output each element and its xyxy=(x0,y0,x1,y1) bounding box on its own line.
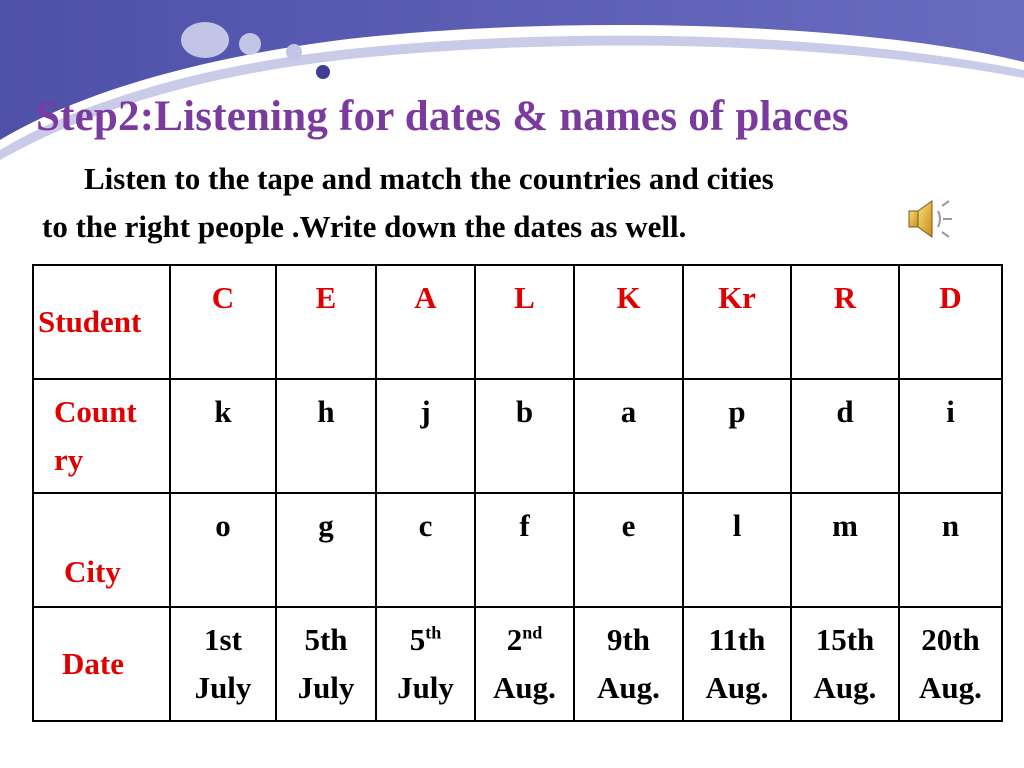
date-month: July xyxy=(297,670,355,705)
student-row xyxy=(33,265,1002,379)
date-month: Aug. xyxy=(493,670,556,705)
city-row xyxy=(33,493,1002,607)
date-month: Aug. xyxy=(597,670,660,705)
date-day: 2 xyxy=(506,622,523,657)
date-month: July xyxy=(194,670,252,705)
instructions-line-1: Listen to the tape and match the countries and cities xyxy=(84,161,774,196)
country-header-part2: ry xyxy=(54,442,84,477)
country-header-part1: Count xyxy=(54,394,137,429)
country-cell: k xyxy=(170,379,276,493)
date-month: Aug. xyxy=(919,670,982,705)
date-cell xyxy=(376,607,475,721)
city-cell: l xyxy=(683,493,791,607)
country-cell: j xyxy=(376,379,475,493)
country-cell: p xyxy=(683,379,791,493)
date-day: 11th xyxy=(708,622,766,657)
date-day: 15th xyxy=(815,622,875,657)
instructions xyxy=(42,155,982,251)
country-cell: i xyxy=(899,379,1002,493)
country-cell: h xyxy=(276,379,376,493)
speaker-icon[interactable] xyxy=(904,196,954,242)
date-suffix: th xyxy=(425,622,442,643)
date-cell xyxy=(899,607,1002,721)
city-cell: g xyxy=(276,493,376,607)
city-cell: f xyxy=(475,493,574,607)
date-cell xyxy=(170,607,276,721)
date-month: Aug. xyxy=(705,670,769,705)
page-title: Step2:Listening for dates & names of places xyxy=(36,93,849,140)
country-cell: d xyxy=(791,379,899,493)
student-cell: D xyxy=(899,265,1002,379)
matching-table xyxy=(32,264,1003,722)
date-cell xyxy=(574,607,683,721)
date-day: 5th xyxy=(304,622,348,657)
date-month: Aug. xyxy=(813,670,877,705)
country-header xyxy=(33,379,170,493)
country-row xyxy=(33,379,1002,493)
student-cell: K xyxy=(574,265,683,379)
date-month: July xyxy=(397,670,454,705)
city-cell: o xyxy=(170,493,276,607)
date-cell xyxy=(683,607,791,721)
date-cell xyxy=(276,607,376,721)
country-cell: a xyxy=(574,379,683,493)
city-cell: m xyxy=(791,493,899,607)
date-cell xyxy=(791,607,899,721)
city-cell: e xyxy=(574,493,683,607)
student-cell: C xyxy=(170,265,276,379)
country-cell: b xyxy=(475,379,574,493)
date-row xyxy=(33,607,1002,721)
date-day: 5 xyxy=(409,622,426,657)
student-header: Student xyxy=(33,265,170,379)
date-day: 20th xyxy=(921,622,980,657)
student-cell: L xyxy=(475,265,574,379)
student-cell: A xyxy=(376,265,475,379)
student-cell: Kr xyxy=(683,265,791,379)
date-day: 9th xyxy=(606,622,651,657)
student-cell: R xyxy=(791,265,899,379)
date-cell xyxy=(475,607,574,721)
date-suffix: nd xyxy=(522,622,543,643)
student-cell: E xyxy=(276,265,376,379)
city-cell: c xyxy=(376,493,475,607)
date-day: 1st xyxy=(204,622,242,657)
city-header: City xyxy=(33,493,170,607)
date-header: Date xyxy=(33,607,170,721)
instructions-line-2: to the right people .Write down the dates as well. xyxy=(42,209,687,244)
city-cell: n xyxy=(899,493,1002,607)
